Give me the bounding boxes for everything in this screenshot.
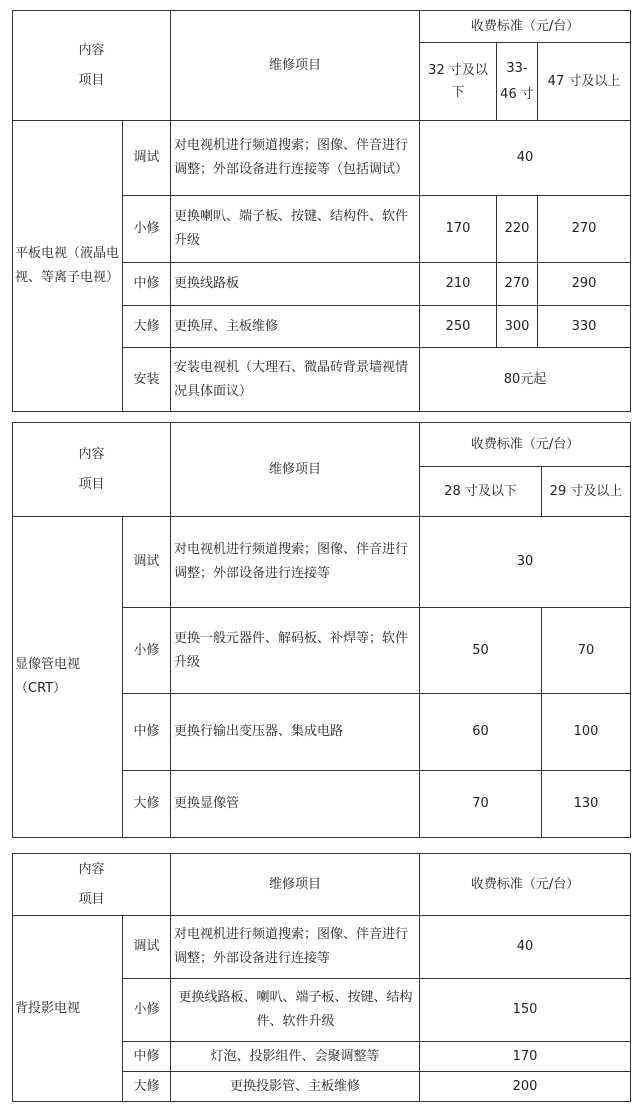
content-item-header: 内容 项目 [13, 423, 171, 517]
category-cell: 平板电视（液晶电视、等离子电视） [13, 121, 123, 412]
fee-header: 收费标准（元/台） [420, 423, 631, 467]
rear-projection-tv-price-table [12, 853, 631, 1102]
price-cell: 40 [420, 121, 631, 196]
price-cell: 80元起 [420, 348, 631, 412]
price-cell: 130 [542, 771, 631, 838]
desc-cell: 对电视机进行频道搜索；图像、伴音进行调整；外部设备进行连接等 [171, 517, 420, 608]
flat-panel-tv-price-table [12, 10, 631, 412]
fee-header: 收费标准（元/台） [420, 11, 631, 43]
desc-cell: 更换投影管、主板维修 [171, 1072, 420, 1102]
price-cell: 270 [497, 263, 538, 306]
desc-cell: 更换线路板、喇叭、端子板、按键、结构件、软件升级 [171, 979, 420, 1042]
crt-tv-price-table [12, 422, 631, 838]
size-col-header: 29 寸及以上 [542, 467, 631, 517]
price-cell: 170 [420, 196, 497, 263]
level-cell: 大修 [123, 1072, 171, 1102]
price-cell: 70 [420, 771, 542, 838]
level-cell: 安装 [123, 348, 171, 412]
level-cell: 小修 [123, 196, 171, 263]
price-cell: 100 [542, 694, 631, 771]
size-col-header: 28 寸及以下 [420, 467, 542, 517]
size-col-header: 33-46 寸 [497, 43, 538, 121]
price-cell: 30 [420, 517, 631, 608]
repair-item-header: 维修项目 [171, 11, 420, 121]
repair-item-header: 维修项目 [171, 854, 420, 916]
price-cell: 300 [497, 306, 538, 348]
level-cell: 调试 [123, 121, 171, 196]
level-cell: 大修 [123, 771, 171, 838]
level-cell: 中修 [123, 694, 171, 771]
price-cell: 70 [542, 608, 631, 694]
content-item-header: 内容 项目 [13, 11, 171, 121]
price-cell: 290 [538, 263, 631, 306]
level-cell: 调试 [123, 916, 171, 979]
price-cell: 50 [420, 608, 542, 694]
level-cell: 调试 [123, 517, 171, 608]
level-cell: 中修 [123, 263, 171, 306]
desc-cell: 更换喇叭、端子板、按键、结构件、软件升级 [171, 196, 420, 263]
desc-cell: 更换线路板 [171, 263, 420, 306]
repair-item-header: 维修项目 [171, 423, 420, 517]
price-cell: 200 [420, 1072, 631, 1102]
level-cell: 小修 [123, 608, 171, 694]
desc-cell: 灯泡、投影组件、会聚调整等 [171, 1042, 420, 1072]
category-cell: 显像管电视（CRT） [13, 517, 123, 838]
desc-cell: 更换显像管 [171, 771, 420, 838]
price-cell: 150 [420, 979, 631, 1042]
price-cell: 60 [420, 694, 542, 771]
price-cell: 330 [538, 306, 631, 348]
price-cell: 40 [420, 916, 631, 979]
desc-cell: 对电视机进行频道搜索；图像、伴音进行调整；外部设备进行连接等（包括调试） [171, 121, 420, 196]
category-cell: 背投影电视 [13, 916, 123, 1102]
price-cell: 170 [420, 1042, 631, 1072]
content-item-header: 内容 项目 [13, 854, 171, 916]
price-cell: 270 [538, 196, 631, 263]
desc-cell: 更换行输出变压器、集成电路 [171, 694, 420, 771]
desc-cell: 更换屏、主板维修 [171, 306, 420, 348]
level-cell: 大修 [123, 306, 171, 348]
size-col-header: 47 寸及以上 [538, 43, 631, 121]
price-cell: 250 [420, 306, 497, 348]
price-cell: 220 [497, 196, 538, 263]
desc-cell: 对电视机进行频道搜索；图像、伴音进行调整；外部设备进行连接等 [171, 916, 420, 979]
price-cell: 210 [420, 263, 497, 306]
fee-header: 收费标准（元/台） [420, 854, 631, 916]
level-cell: 中修 [123, 1042, 171, 1072]
size-col-header: 32 寸及以下 [420, 43, 497, 121]
desc-cell: 安装电视机（大理石、微晶砖背景墙视情况具体面议） [171, 348, 420, 412]
level-cell: 小修 [123, 979, 171, 1042]
desc-cell: 更换一般元器件、解码板、补焊等；软件升级 [171, 608, 420, 694]
